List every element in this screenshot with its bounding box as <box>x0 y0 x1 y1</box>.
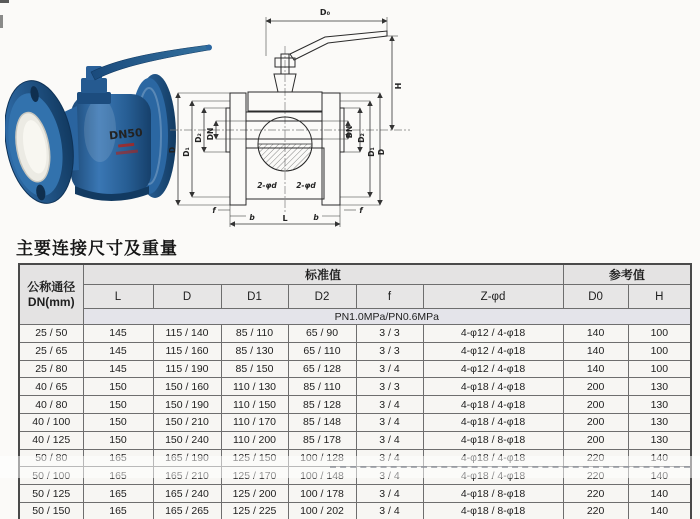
table-cell: 130 <box>628 431 691 449</box>
group-header-standard: 标准值 <box>83 264 563 285</box>
table-cell: 50 / 150 <box>19 502 83 519</box>
table-cell: 110 / 200 <box>221 431 288 449</box>
watermark-dash-line <box>330 466 690 468</box>
table-cell: 125 / 225 <box>221 502 288 519</box>
table-cell: 125 / 200 <box>221 485 288 503</box>
table-cell: 115 / 160 <box>153 342 221 360</box>
table-cell: 85 / 110 <box>288 378 356 396</box>
table-row <box>19 431 691 449</box>
table-cell: 40 / 125 <box>19 431 83 449</box>
table-cell: 85 / 110 <box>221 325 288 343</box>
table-cell: 200 <box>563 396 628 414</box>
table-row <box>19 360 691 378</box>
hole-label-right: 2-φd <box>296 181 316 190</box>
table-cell: 220 <box>563 502 628 519</box>
table-cell: 4-φ18 / 8-φ18 <box>423 502 563 519</box>
table-cell: 140 <box>563 325 628 343</box>
table-cell: 4-φ18 / 4-φ18 <box>423 378 563 396</box>
table-cell: 110 / 150 <box>221 396 288 414</box>
valve-section <box>226 31 387 205</box>
table-cell: 3 / 4 <box>356 360 423 378</box>
dim-stack-left <box>168 93 246 205</box>
header-columns-row <box>19 285 691 309</box>
table-cell: 100 / 178 <box>288 485 356 503</box>
table-cell: 115 / 190 <box>153 360 221 378</box>
table-cell: 65 / 128 <box>288 360 356 378</box>
drawing-handle <box>290 31 387 60</box>
table-body <box>19 325 691 519</box>
photo-left-flange <box>5 75 82 209</box>
col-header-D0: D0 <box>563 285 628 309</box>
col-header-L: L <box>83 285 153 309</box>
table-cell: 4-φ18 / 8-φ18 <box>423 485 563 503</box>
table-cell: 150 <box>83 431 153 449</box>
table-row <box>19 396 691 414</box>
table-cell: 140 <box>563 360 628 378</box>
dim-label-L: L <box>282 214 288 223</box>
table-row <box>19 378 691 396</box>
table-cell: 145 <box>83 342 153 360</box>
table-cell: 4-φ18 / 8-φ18 <box>423 431 563 449</box>
table-cell: 200 <box>563 431 628 449</box>
dim-label-D1-left: D₁ <box>182 147 191 157</box>
photo-body <box>71 94 151 201</box>
dim-label-b-right: b <box>313 213 319 222</box>
table-cell: 65 / 90 <box>288 325 356 343</box>
table-cell: 140 <box>628 502 691 519</box>
table-cell: 4-φ18 / 4-φ18 <box>423 413 563 431</box>
dim-label-f-right: f <box>359 206 363 215</box>
table-cell: 3 / 4 <box>356 413 423 431</box>
table-cell: 130 <box>628 396 691 414</box>
table-cell: 150 <box>83 413 153 431</box>
table-cell: 3 / 4 <box>356 485 423 503</box>
dim-label-b-left: b <box>249 213 255 222</box>
table-cell: 150 / 240 <box>153 431 221 449</box>
table-cell: 100 / 202 <box>288 502 356 519</box>
table-cell: 165 <box>83 502 153 519</box>
dim-label-D-right: D <box>377 148 386 156</box>
table-cell: 85 / 150 <box>221 360 288 378</box>
table-cell: 145 <box>83 325 153 343</box>
valve-technical-drawing <box>168 0 412 230</box>
table-cell: 150 / 210 <box>153 413 221 431</box>
table-cell: 165 / 265 <box>153 502 221 519</box>
table-cell: 4-φ12 / 4-φ18 <box>423 325 563 343</box>
table-cell: 150 <box>83 378 153 396</box>
dim-label-D2-left: D₂ <box>194 133 203 143</box>
dim-label-H: H <box>394 82 403 90</box>
table-cell: 85 / 128 <box>288 396 356 414</box>
table-cell: 4-φ12 / 4-φ18 <box>423 360 563 378</box>
group-header-reference: 参考值 <box>563 264 691 285</box>
table-cell: 145 <box>83 360 153 378</box>
table-cell: 140 <box>628 485 691 503</box>
table-cell: 200 <box>563 413 628 431</box>
table-cell: 25 / 80 <box>19 360 83 378</box>
col-header-D1: D1 <box>221 285 288 309</box>
header-group-row <box>19 264 691 285</box>
table-row <box>19 413 691 431</box>
table-cell: 25 / 65 <box>19 342 83 360</box>
pn-row <box>19 309 691 325</box>
table-cell: 100 <box>628 360 691 378</box>
table-cell: 4-φ12 / 4-φ18 <box>423 342 563 360</box>
table-row <box>19 485 691 503</box>
table-cell: 165 <box>83 485 153 503</box>
table-cell: 130 <box>628 413 691 431</box>
dim-D0 <box>266 8 387 56</box>
table-cell: 4-φ18 / 4-φ18 <box>423 396 563 414</box>
table-cell: 85 / 148 <box>288 413 356 431</box>
table-cell: 165 / 240 <box>153 485 221 503</box>
table-cell: 115 / 140 <box>153 325 221 343</box>
watermark-band <box>0 456 700 478</box>
table-cell: 110 / 170 <box>221 413 288 431</box>
table-cell: 50 / 125 <box>19 485 83 503</box>
photo-marking-text: DN50 <box>108 125 144 143</box>
table-cell: 130 <box>628 378 691 396</box>
col-header-H: H <box>628 285 691 309</box>
pn-row-value: PN1.0MPa/PN0.6MPa <box>83 309 691 325</box>
table-cell: 100 <box>628 342 691 360</box>
col-header-f: f <box>356 285 423 309</box>
col-header-dn-line2: DN(mm) <box>27 294 75 309</box>
dim-bottom <box>212 205 364 227</box>
table-cell: 3 / 3 <box>356 325 423 343</box>
table-cell: 150 / 160 <box>153 378 221 396</box>
table-cell: 65 / 110 <box>288 342 356 360</box>
table-row <box>19 325 691 343</box>
dim-label-DN-right: DN <box>345 125 354 139</box>
col-header-D2: D2 <box>288 285 356 309</box>
table-cell: 3 / 4 <box>356 502 423 519</box>
table-cell: 3 / 4 <box>356 396 423 414</box>
table-cell: 150 / 190 <box>153 396 221 414</box>
table-cell: 40 / 80 <box>19 396 83 414</box>
table-cell: 40 / 100 <box>19 413 83 431</box>
table-cell: 100 <box>628 325 691 343</box>
table-row <box>19 502 691 519</box>
dim-H <box>385 36 403 130</box>
scan-artifact <box>0 0 9 3</box>
col-header-Zphid: Z-φd <box>423 285 563 309</box>
table-cell: 140 <box>563 342 628 360</box>
page-title: 主要连接尺寸及重量 <box>16 239 178 258</box>
hole-label-left: 2-φd <box>257 181 277 190</box>
table-cell: 200 <box>563 378 628 396</box>
dim-label-D1-right: D₁ <box>367 147 376 157</box>
table-cell: 40 / 65 <box>19 378 83 396</box>
dim-label-D0: D₀ <box>319 8 331 17</box>
dim-stack-right <box>322 93 386 205</box>
dim-label-D2-right: D₂ <box>357 133 366 143</box>
dim-label-D-left: D <box>168 146 177 154</box>
col-header-D: D <box>153 285 221 309</box>
scan-artifact <box>0 15 3 28</box>
table-cell: 3 / 3 <box>356 378 423 396</box>
table-cell: 3 / 3 <box>356 342 423 360</box>
table-cell: 150 <box>83 396 153 414</box>
table-cell: 3 / 4 <box>356 431 423 449</box>
dimensions-table <box>18 263 692 519</box>
dim-label-DN-left: DN <box>206 127 215 141</box>
table-cell: 85 / 130 <box>221 342 288 360</box>
table-cell: 220 <box>563 485 628 503</box>
col-header-dn <box>19 264 83 325</box>
col-header-dn-line1: 公称通径 <box>27 279 76 294</box>
table-cell: 25 / 50 <box>19 325 83 343</box>
table-cell: 85 / 178 <box>288 431 356 449</box>
dim-label-f-left: f <box>212 206 216 215</box>
table-row <box>19 342 691 360</box>
table-cell: 110 / 130 <box>221 378 288 396</box>
